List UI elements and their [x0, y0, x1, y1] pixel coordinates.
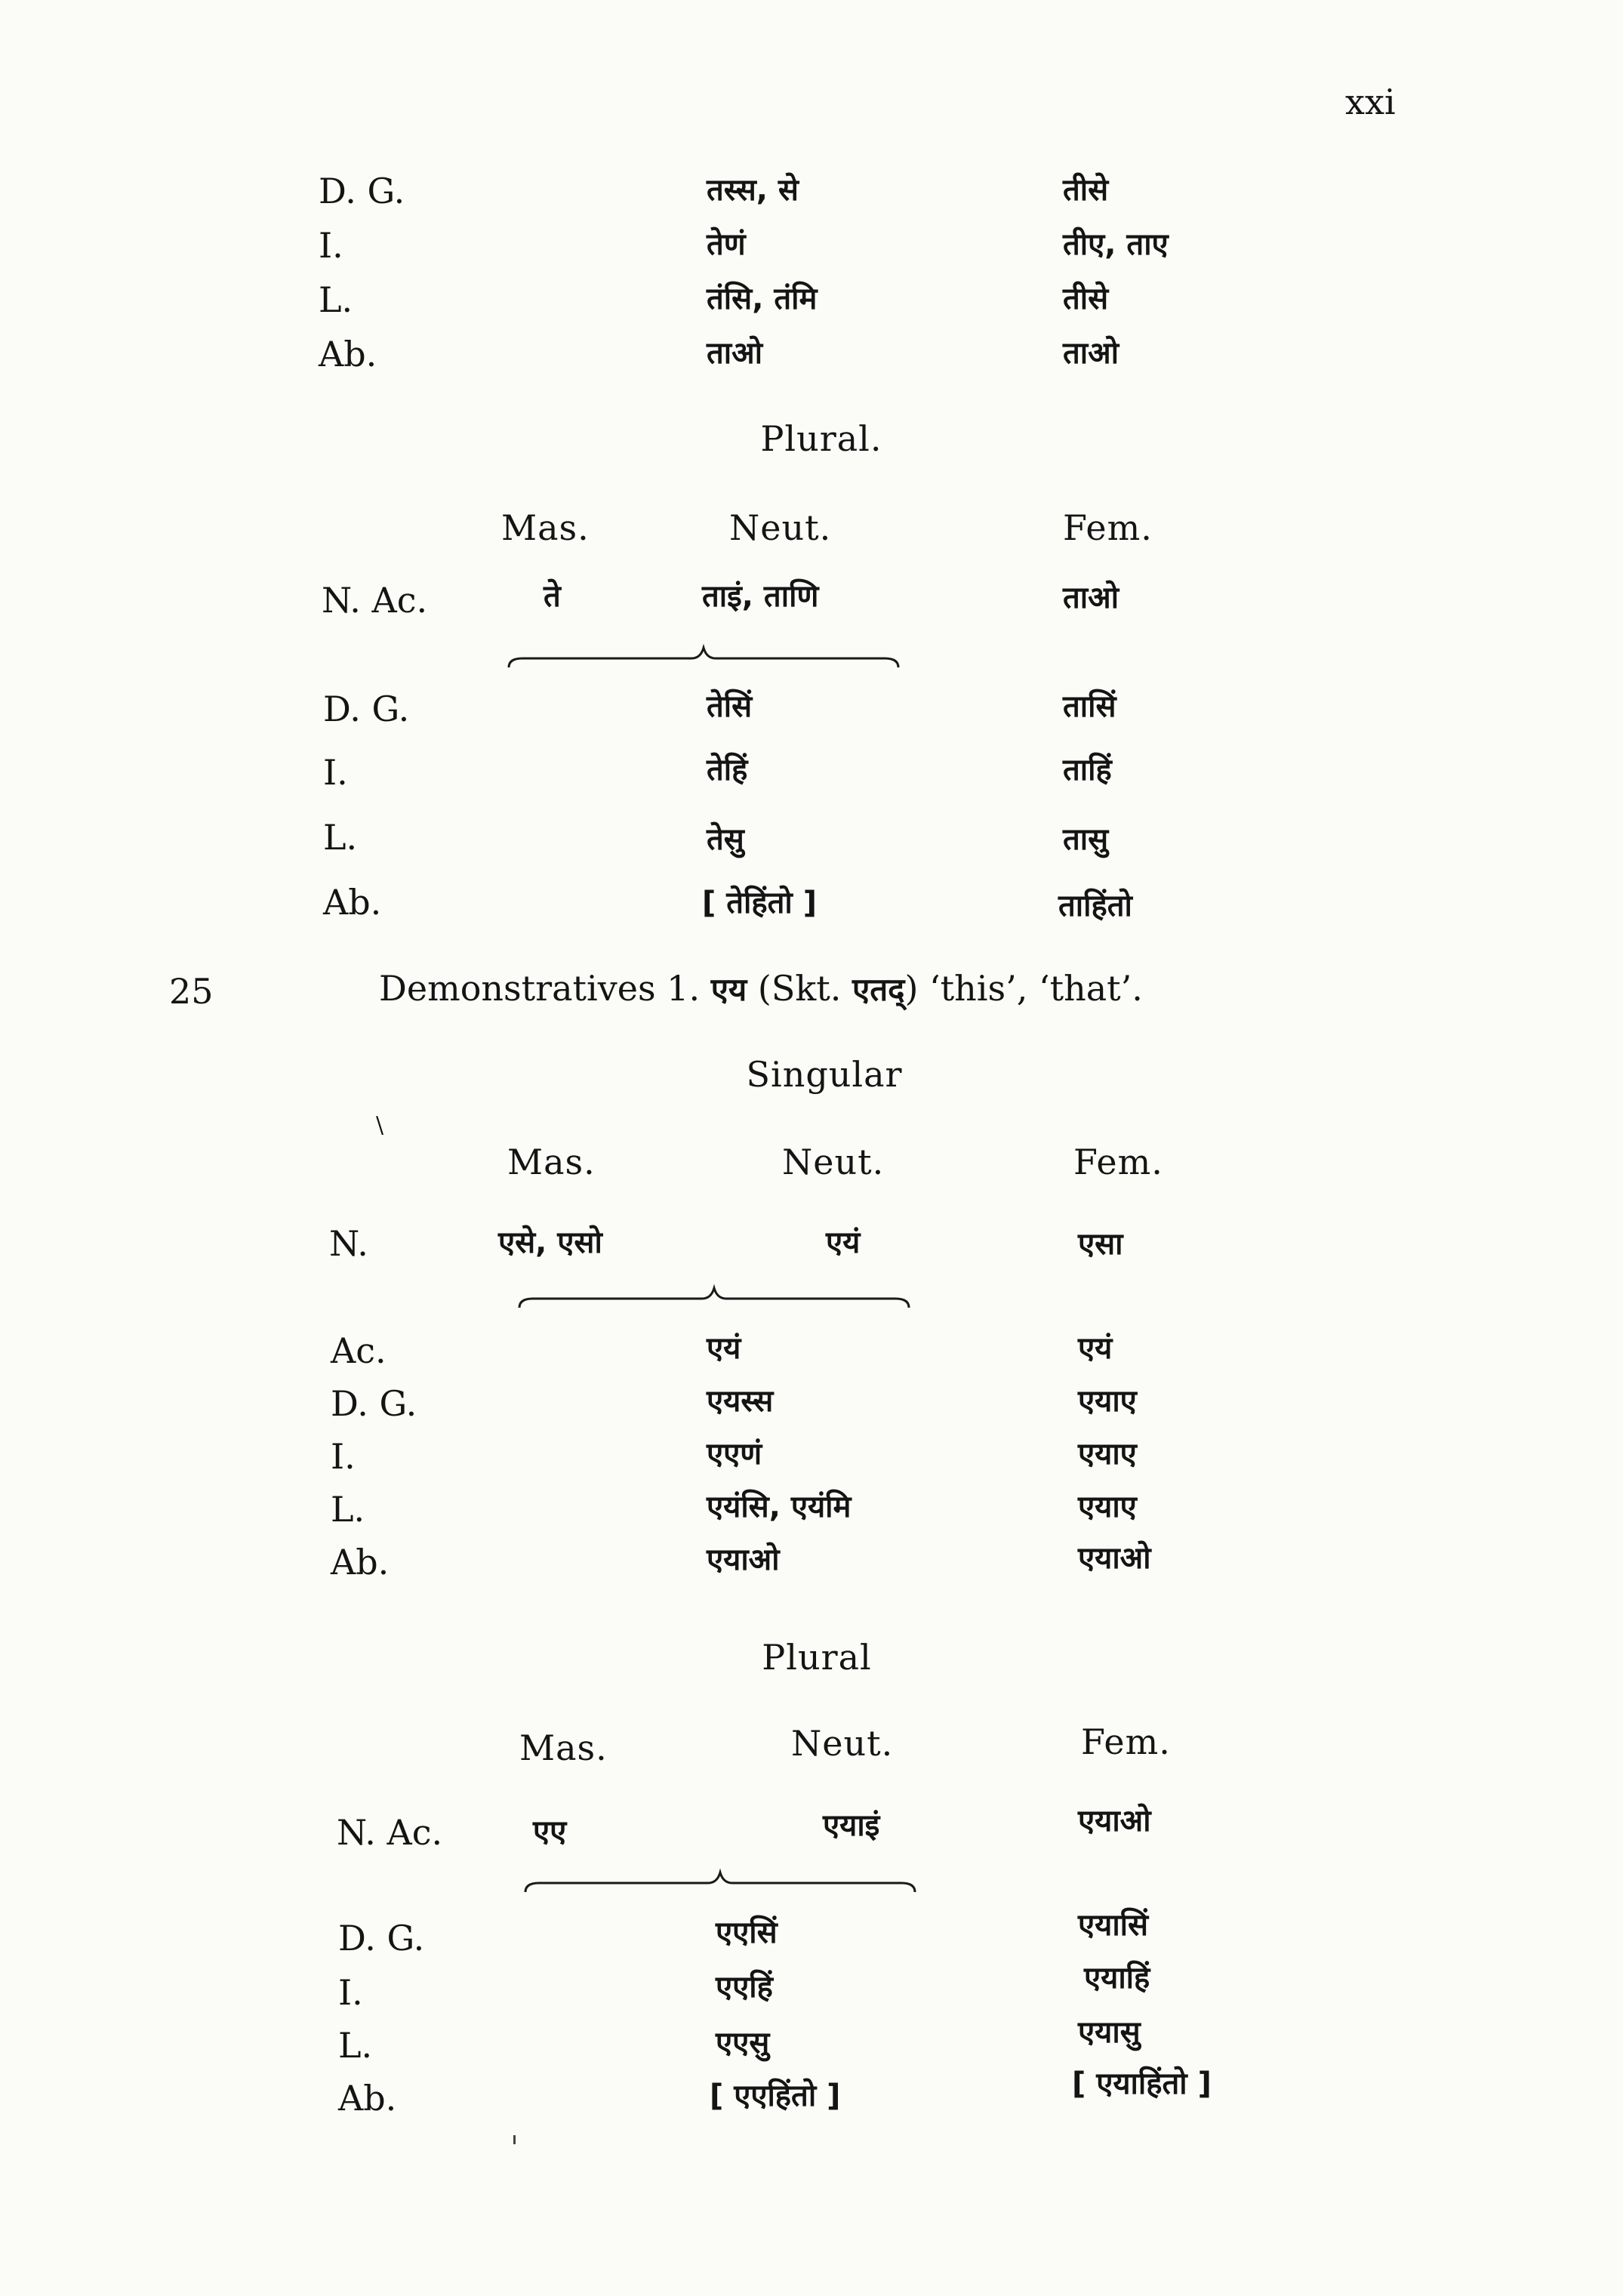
- page-number: xxi: [1345, 82, 1396, 122]
- masculine-form: एसे, एसो: [498, 1225, 602, 1260]
- case-label: D. G.: [323, 689, 410, 729]
- feminine-header: Fem.: [1081, 1721, 1171, 1762]
- feminine-form: तीसे: [1063, 282, 1109, 316]
- neuter-form: तस्स, से: [707, 173, 799, 208]
- neuter-form: ताइं, ताणि: [702, 579, 819, 614]
- case-label: Ab.: [338, 2078, 397, 2119]
- case-label: N. Ac.: [337, 1812, 443, 1853]
- neuter-form: ताओ: [707, 336, 763, 371]
- neuter-form: तेसु: [707, 822, 744, 857]
- singular-heading: Singular: [746, 1054, 903, 1095]
- case-label: I.: [319, 225, 343, 266]
- neuter-header: Neut.: [729, 507, 832, 548]
- case-label: Ab.: [323, 882, 382, 923]
- neuter-form: एयाइं: [823, 1808, 880, 1843]
- masculine-header: Mas.: [519, 1727, 608, 1768]
- feminine-form: एयाहिं: [1084, 1961, 1150, 1996]
- neuter-form: एएहिं: [716, 1970, 773, 2005]
- neuter-form: एयाओ: [707, 1542, 780, 1577]
- heading-word: एय: [710, 971, 747, 1008]
- feminine-form: एयाओ: [1078, 1541, 1151, 1576]
- feminine-form: तीसे: [1063, 173, 1109, 208]
- feminine-form: एयाओ: [1078, 1804, 1151, 1838]
- case-label: Ab.: [319, 334, 377, 374]
- feminine-header: Fem.: [1063, 507, 1153, 548]
- feminine-form: एयं: [1078, 1331, 1113, 1366]
- plural-heading: Plural: [762, 1637, 872, 1678]
- neuter-form: तेसिं: [707, 689, 753, 724]
- case-label: L.: [319, 279, 353, 320]
- stray-mark: [513, 2135, 516, 2144]
- heading-prefix: Demonstratives 1.: [379, 968, 701, 1009]
- feminine-header: Fem.: [1073, 1142, 1163, 1182]
- case-label: I.: [338, 1972, 363, 2013]
- case-label: N. Ac.: [322, 580, 428, 621]
- neuter-header: Neut.: [782, 1142, 885, 1182]
- feminine-form: एयाए: [1078, 1384, 1137, 1419]
- masculine-form: ते: [544, 579, 561, 614]
- feminine-form: ताओ: [1063, 336, 1119, 371]
- case-label: Ab.: [331, 1542, 390, 1583]
- case-label: I.: [323, 752, 348, 793]
- heading-skt-open: (Skt.: [757, 968, 842, 1009]
- neuter-form: एएणं: [707, 1437, 762, 1472]
- case-label: L.: [338, 2025, 373, 2066]
- feminine-form: तासिं: [1063, 689, 1116, 724]
- bracket: [518, 1279, 910, 1317]
- neuter-header: Neut.: [791, 1723, 894, 1764]
- case-label: D. G.: [338, 1918, 425, 1959]
- neuter-form: तेणं: [707, 227, 746, 262]
- section-number: 25: [169, 971, 214, 1012]
- feminine-form: एयासु: [1078, 2015, 1141, 2050]
- case-label: D. G.: [331, 1383, 417, 1424]
- neuter-form: एयं: [707, 1331, 741, 1366]
- heading-skt-word: एतद्: [852, 971, 905, 1008]
- feminine-form: एसा: [1078, 1227, 1123, 1262]
- feminine-form: ताहिं: [1063, 753, 1112, 787]
- feminine-form: [ एयाहिंतो ]: [1072, 2066, 1212, 2101]
- heading-rest: ) ‘this’, ‘that’.: [904, 968, 1143, 1009]
- section-heading: [379, 968, 1143, 1009]
- bracket: [524, 1863, 916, 1901]
- masculine-header: Mas.: [507, 1142, 596, 1182]
- neuter-form: तंसि, तंमि: [707, 282, 818, 316]
- case-label: D. G.: [319, 171, 405, 211]
- feminine-form: एयाए: [1078, 1437, 1137, 1472]
- neuter-form: [ एएहिंतो ]: [710, 2079, 841, 2113]
- neuter-form: एएसु: [716, 2026, 770, 2060]
- case-label: L.: [323, 817, 358, 858]
- case-label: I.: [331, 1436, 356, 1477]
- bracket: [507, 639, 900, 676]
- case-label: Ac.: [331, 1330, 387, 1371]
- stray-mark: \: [376, 1112, 384, 1139]
- feminine-form: ताओ: [1063, 581, 1119, 615]
- feminine-form: तासु: [1063, 822, 1109, 857]
- plural-heading: Plural.: [760, 418, 882, 459]
- masculine-form: एए: [533, 1814, 567, 1849]
- feminine-form: ताहिंतो: [1058, 889, 1132, 923]
- neuter-form: एयंसि, एयंमि: [707, 1490, 852, 1524]
- feminine-form: एयाए: [1078, 1490, 1137, 1524]
- masculine-header: Mas.: [501, 507, 590, 548]
- feminine-form: एयासिं: [1078, 1908, 1149, 1943]
- neuter-form: एयस्स: [707, 1384, 774, 1419]
- neuter-form: एएसिं: [716, 1915, 778, 1950]
- neuter-form: [ तेहिंतो ]: [702, 886, 817, 920]
- case-label: N.: [329, 1223, 368, 1264]
- feminine-form: तीए, ताए: [1063, 227, 1169, 262]
- neuter-form: तेहिं: [707, 753, 748, 787]
- neuter-form: एयं: [826, 1225, 861, 1260]
- case-label: L.: [331, 1489, 365, 1530]
